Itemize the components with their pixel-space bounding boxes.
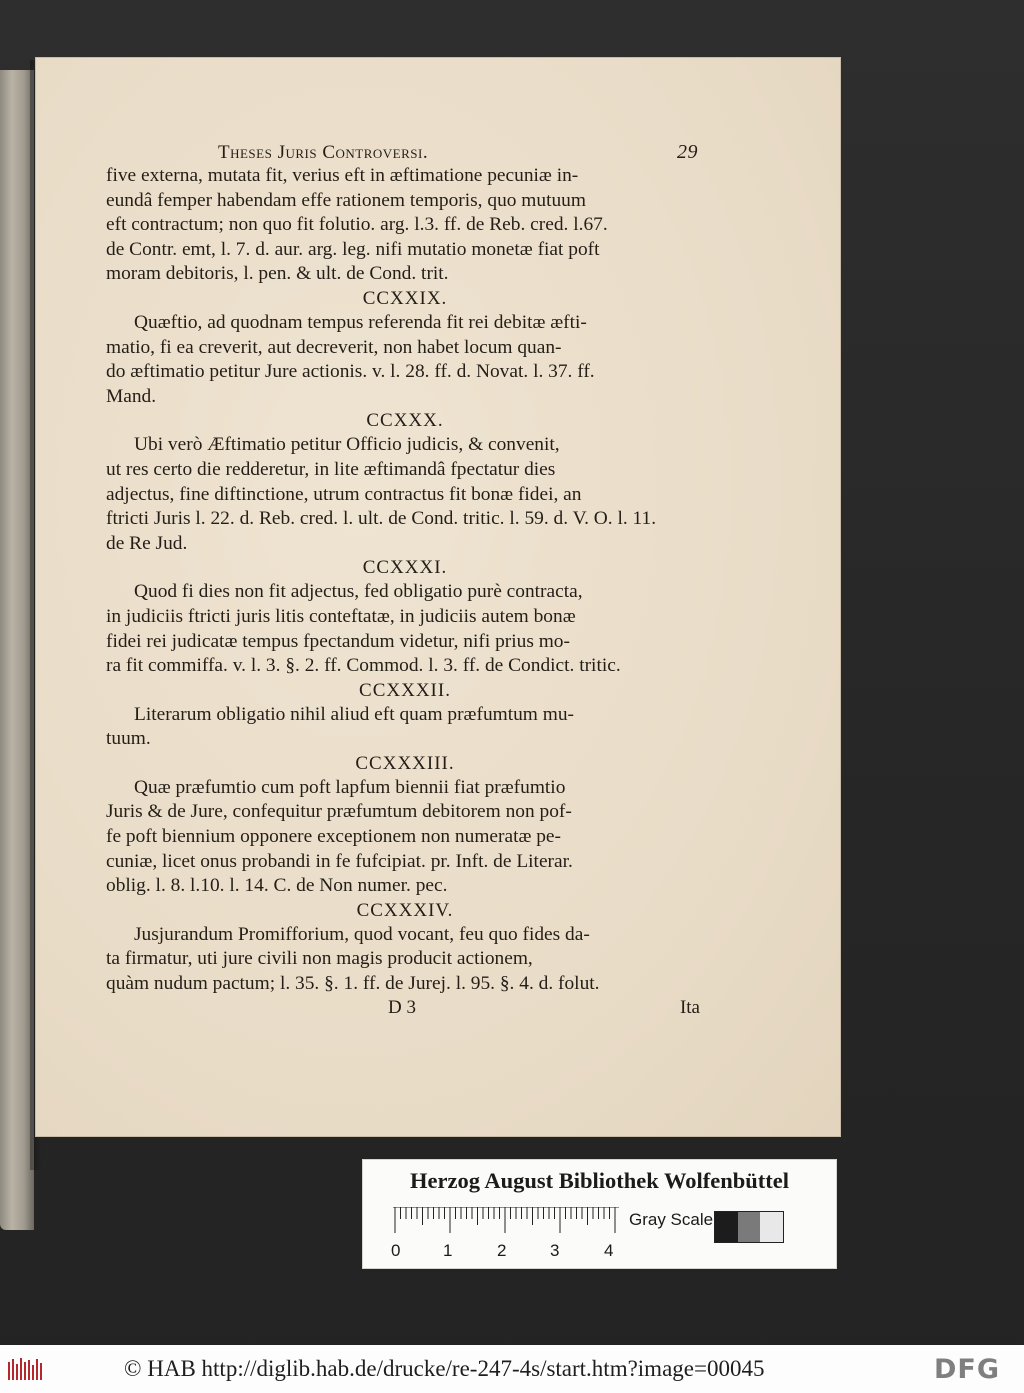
gray-scale-swatch [714, 1211, 784, 1243]
section-heading: CCXXXI. [362, 557, 448, 579]
scale-number: 1 [443, 1241, 453, 1260]
gray-scale-label: Gray Scale [629, 1210, 714, 1229]
text-line: Quæ præfumtio cum poft lapfum biennii fiat præfumtio [134, 776, 566, 798]
text-lines [106, 164, 704, 997]
running-head: Theses Juris Controversi. [218, 142, 429, 163]
text-line: ta firmatur, uti jure civili non magis producit actionem, [106, 948, 533, 970]
text-line: adjectus, fine diftinctione, utrum contractus fit bonæ fidei, an [106, 483, 582, 505]
swatch-light [760, 1212, 783, 1242]
dfg-logo: DFG [934, 1354, 1001, 1385]
section-heading: CCXXXII. [359, 679, 451, 701]
text-line: matio, fi ea creverit, aut decreverit, non habet locum quan- [106, 336, 562, 358]
previous-page-edge [0, 70, 34, 1230]
scale-number: 4 [604, 1241, 614, 1260]
text-line: Ubi verò Æftimatio petitur Officio judicis, & convenit, [134, 434, 560, 456]
scale-number: 3 [550, 1241, 560, 1260]
text-line: Quod fi dies non fit adjectus, fed obligatio purè contracta, [134, 581, 583, 603]
page-footer [106, 997, 704, 1021]
text-line: in judiciis ftricti juris litis conteftatæ, in judiciis autem bonæ [106, 605, 576, 627]
text-line: de Contr. emt, l. 7. d. aur. arg. leg. nifi mutatio monetæ fiat poft [106, 238, 600, 260]
text-line: cuniæ, licet onus probandi in fe fufcipiat. pr. Inft. de Literar. [106, 850, 573, 872]
section-heading: CCXXXIII. [355, 752, 455, 774]
text-line: de Re Jud. [106, 532, 188, 554]
text-line: tuum. [106, 728, 151, 750]
catchword: Ita [679, 996, 700, 1018]
library-color-card [363, 1160, 836, 1268]
text-line: oblig. l. 8. l.10. l. 14. C. de Non numer. pec. [106, 875, 448, 897]
hab-logo-icon [6, 1356, 46, 1382]
text-line: ut res certo die redderetur, in lite æftimandâ fpectatur dies [106, 458, 556, 480]
library-name: Herzog August Bibliothek Wolfenbüttel [410, 1168, 789, 1193]
text-line: do æftimatio petitur Jure actionis. v. l. 28. ff. d. Novat. l. 37. ff. [106, 361, 595, 383]
scale-numbers [391, 1241, 631, 1263]
swatch-dark [715, 1212, 738, 1242]
page-number: 29 [677, 141, 698, 163]
section-heading: CCXXX. [366, 410, 444, 432]
text-line: Juris & de Jure, confequitur præfumtum debitorem non pof- [106, 801, 572, 823]
swatch-mid [738, 1212, 761, 1242]
text-line: Literarum obligatio nihil aliud eft quam præfumtum mu- [134, 703, 574, 725]
text-line: fe poft biennium opponere exceptionem non numeratæ pe- [106, 826, 561, 848]
book-page [36, 58, 840, 1136]
copyright-link[interactable]: © HAB http://diglib.hab.de/drucke/re-247-4s/start.htm?image=00045 [124, 1356, 765, 1381]
text-line: moram debitoris, l. pen. & ult. de Cond. trit. [106, 263, 449, 285]
text-line: quàm nudum pactum; l. 35. §. 1. ff. de Jurej. l. 95. §. 4. d. folut. [106, 973, 600, 995]
text-line: five externa, mutata fit, verius eft in æftimatione pecuniæ in- [106, 165, 579, 186]
text-line: ra fit commiffa. v. l. 3. §. 2. ff. Commod. l. 3. ff. de Condict. tritic. [106, 655, 621, 677]
section-heading: CCXXXIV. [356, 899, 454, 921]
text-line: Mand. [106, 385, 157, 407]
text-line: eft contractum; non quo fit folutio. arg. l.3. ff. de Reb. cred. l.67. [106, 214, 608, 236]
text-line: eundâ femper habendam effe rationem temporis, quo mutuum [106, 189, 586, 211]
signature-mark: D 3 [388, 996, 416, 1018]
section-heading: CCXXIX. [362, 287, 448, 309]
running-header [218, 140, 704, 164]
scale-number: 0 [391, 1241, 401, 1260]
text-line: Quæftio, ad quodnam tempus referenda fit rei debitæ æfti- [134, 311, 587, 333]
scale-ruler [393, 1207, 619, 1233]
text-line: ftricti Juris l. 22. d. Reb. cred. l. ult. de Cond. tritic. l. 59. d. V. O. l. 11. [106, 508, 657, 530]
scale-number: 2 [497, 1241, 507, 1260]
page-text [106, 140, 704, 1021]
text-line: Jusjurandum Promifforium, quod vocant, feu quo fides da- [134, 923, 590, 945]
text-line: fidei rei judicatæ tempus fpectandum videtur, nifi prius mo- [106, 630, 570, 652]
